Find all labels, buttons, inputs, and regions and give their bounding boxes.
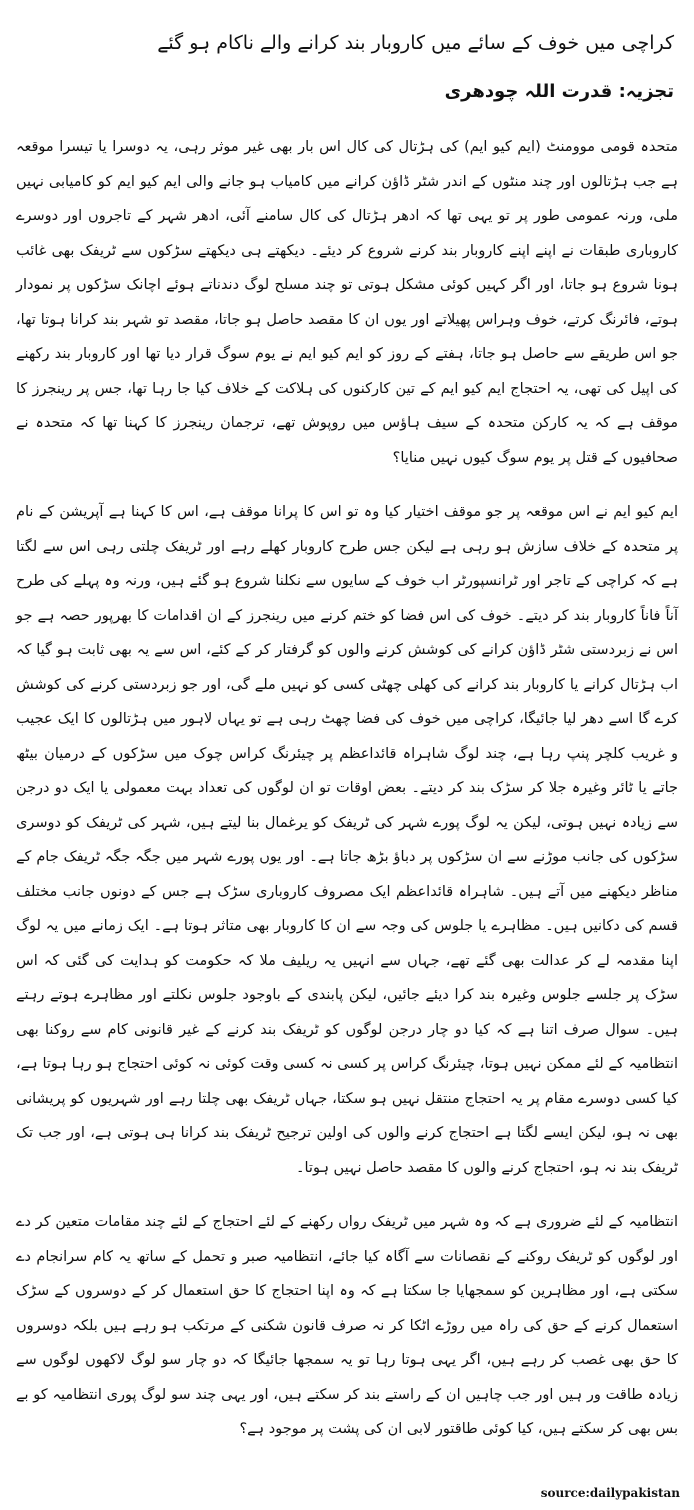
article-paragraph-2: ایم کیو ایم نے اس موقعہ پر جو موقف اختیار کیا وہ تو اس کا پرانا موقف ہے، اس کا کہنا ہے آپریشن کے نام پر متحدہ کے خلاف سازش ہو رہی ہے لیکن جس طرح کاروبار کھلے رہے اور ٹریفک چلتی رہی اس سے لگتا ہے کہ کراچی کے تاجر اور ٹرانسپورٹر اب خوف کے سایوں سے نکلنا شروع ہو گئے ہیں، ورنہ وہ پہلے کی طرح آناً فاناً کاروبار بند کر دیتے۔ خوف کی اس فضا کو ختم کرنے میں رینجرز کے ان اقدامات کا بھرپور حصہ ہے جو اس نے زبردستی شٹر ڈاؤن کرانے کی کوشش کرنے والوں کو گرفتار کر کے کئے، اس سے یہ بھی ثابت ہو گیا کہ اب ہڑتال کرانے یا کاروبار بند کرانے کی کھلی چھٹی کسی کو نہیں ملے گی، اور جو زبردستی کرنے کی کوشش کرے گا اسے دھر لیا جائیگا، کراچی میں خوف کی فضا چھٹ رہی ہے تو یہاں لاہور میں ہڑتالوں کا ایک عجیب و غریب کلچر پنپ رہا ہے، چند لوگ شاہراہ قائداعظم پر چیئرنگ کراس چوک میں سڑکوں کے درمیان بیٹھ جاتے یا ٹائر وغیرہ جلا کر سڑک بند کر دیتے۔ بعض اوقات تو ان لوگوں کی تعداد بہت معمولی یا ایک دو درجن سے زیادہ نہیں ہوتی، لیکن یہ لوگ پورے شہر کی ٹریفک کو یرغمال بنا لیتے ہیں، شہر کی ٹریفک کو دوسری سڑکوں کی جانب موڑنے سے ان سڑکوں پر دباؤ بڑھ جاتا ہے۔ اور یوں پورے شہر میں جگہ جگہ ٹریفک جام کے مناظر دیکھنے میں آتے ہیں۔ شاہراہ قائداعظم ایک مصروف کاروباری سڑک ہے جس کے دونوں جانب مختلف قسم کی دکانیں ہیں۔ مظاہرے یا جلوس کی وجہ سے ان کا کاروبار بھی متاثر ہوتا ہے۔ ایک زمانے میں یہ لوگ اپنا مقدمہ لے کر عدالت بھی گئے تھے، جہاں سے انہیں یہ ریلیف ملا کہ حکومت کو ہدایت کی گئی کہ اس سڑک پر جلسے جلوس وغیرہ بند کرا دیئے جائیں، لیکن پابندی کے باوجود جلوس نکلتے اور مظاہرے ہوتے رہتے ہیں۔ سوال صرف اتنا ہے کہ کیا دو چار درجن لوگوں کو ٹریفک بند کرنے کے غیر قانونی کام سے روکنا بھی انتظامیہ کے لئے ممکن نہیں ہوتا، چیئرنگ کراس پر کسی نہ کسی وقت کوئی نہ کوئی احتجاج ہو رہا ہوتا ہے، کیا کسی دوسرے مقام پر یہ احتجاج منتقل نہیں ہو سکتا، جہاں ٹریفک بھی چلتا رہے اور شہریوں کو پریشانی بھی نہ ہو، لیکن ایسے لگتا ہے احتجاج کرنے والوں کی اولین ترجیح ٹریفک بند کرانا ہی ہوتی ہے، اور جب تک ٹریفک بند نہ ہو، احتجاج کرنے والوں کا مقصد حاصل نہیں ہوتا۔ — [16, 504, 678, 1176]
article-paragraph-3: انتظامیہ کے لئے ضروری ہے کہ وہ شہر میں ٹریفک رواں رکھنے کے لئے احتجاج کے لئے چند مقامات متعین کر دے اور لوگوں کو ٹریفک روکنے کے نقصانات سے آگاہ کیا جائے، انتظامیہ صبر و تحمل کے ساتھ یہ کام سرانجام دے سکتی ہے، اور مظاہرین کو سمجھایا جا سکتا ہے کہ وہ اپنا احتجاج کا حق استعمال کر کے دوسروں کے سڑک استعمال کرنے کے حق کی راہ میں روڑے اٹکا کر نہ صرف قانون شکنی کے مرتکب ہو رہے ہیں بلکہ دوسروں کا حق بھی غصب کر رہے ہیں، اگر یہی ہوتا رہا تو یہ سمجھا جائیگا کہ دو چار سو لوگ لاکھوں لوگوں سے زیادہ طاقت ور ہیں اور جب چاہیں ان کے راستے بند کر سکتے ہیں، اور یہی چند سو لوگ پوری انتظامیہ کو بے بس بھی کر سکتے ہیں، کیا کوئی طاقتور لابی ان کی پشت پر موجود ہے؟ — [16, 1214, 678, 1437]
source-credit: source:dailypakistan — [540, 1486, 680, 1500]
article-paragraph-1: متحدہ قومی موومنٹ (ایم کیو ایم) کی ہڑتال کی کال اس بار بھی غیر موثر رہی، یہ دوسرا یا تیسرا موقعہ ہے جب ہڑتالوں اور چند منٹوں کے اندر شٹر ڈاؤن کرانے میں کامیاب ہو جانے والی ایم کیو ایم کو کامیابی نہیں ملی، ورنہ عمومی طور پر تو یہی تھا کہ ادھر ہڑتال کی کال سامنے آئی، ادھر شہر کے تاجروں اور دوسرے کاروباری طبقات نے اپنے اپنے کاروبار بند کرنے شروع کر دیئے۔ دیکھتے ہی دیکھتے سڑکوں سے ٹریفک بھی غائب ہونا شروع ہو جاتا، اور اگر کہیں کوئی مشکل ہوتی تو چند مسلح لوگ دندناتے ہوئے اچانک سڑکوں پر نمودار ہوتے، فائرنگ کرتے، خوف وہراس پھیلاتے اور یوں ان کا مقصد حاصل ہو جاتا، مقصد تو شہر بند کرانا ہوتا تھا، جو اس طریقے سے حاصل ہو جاتا، ہفتے کے روز کو ایم کیو ایم نے یوم سوگ قرار دیا تھا اور کاروبار بند رکھنے کی اپیل کی تھی، یہ احتجاج ایم کیو ایم کے تین کارکنوں کی ہلاکت کے خلاف کیا جا رہا تھا، جس پر رینجرز کا موقف ہے کہ یہ کارکن متحدہ کے سیف ہاؤس میں روپوش تھے، ترجمان رینجرز کا کہنا تھا کہ متحدہ نے صحافیوں کے قتل پر یوم سوگ کیوں نہیں منایا؟ — [16, 139, 678, 466]
article-byline: تجزیہ: قدرت اللہ چودھری — [444, 81, 674, 102]
article-body — [16, 130, 678, 1447]
article-title: کراچی میں خوف کے سائے میں کاروبار بند کرانے والے ناکام ہو گئے — [157, 32, 674, 54]
